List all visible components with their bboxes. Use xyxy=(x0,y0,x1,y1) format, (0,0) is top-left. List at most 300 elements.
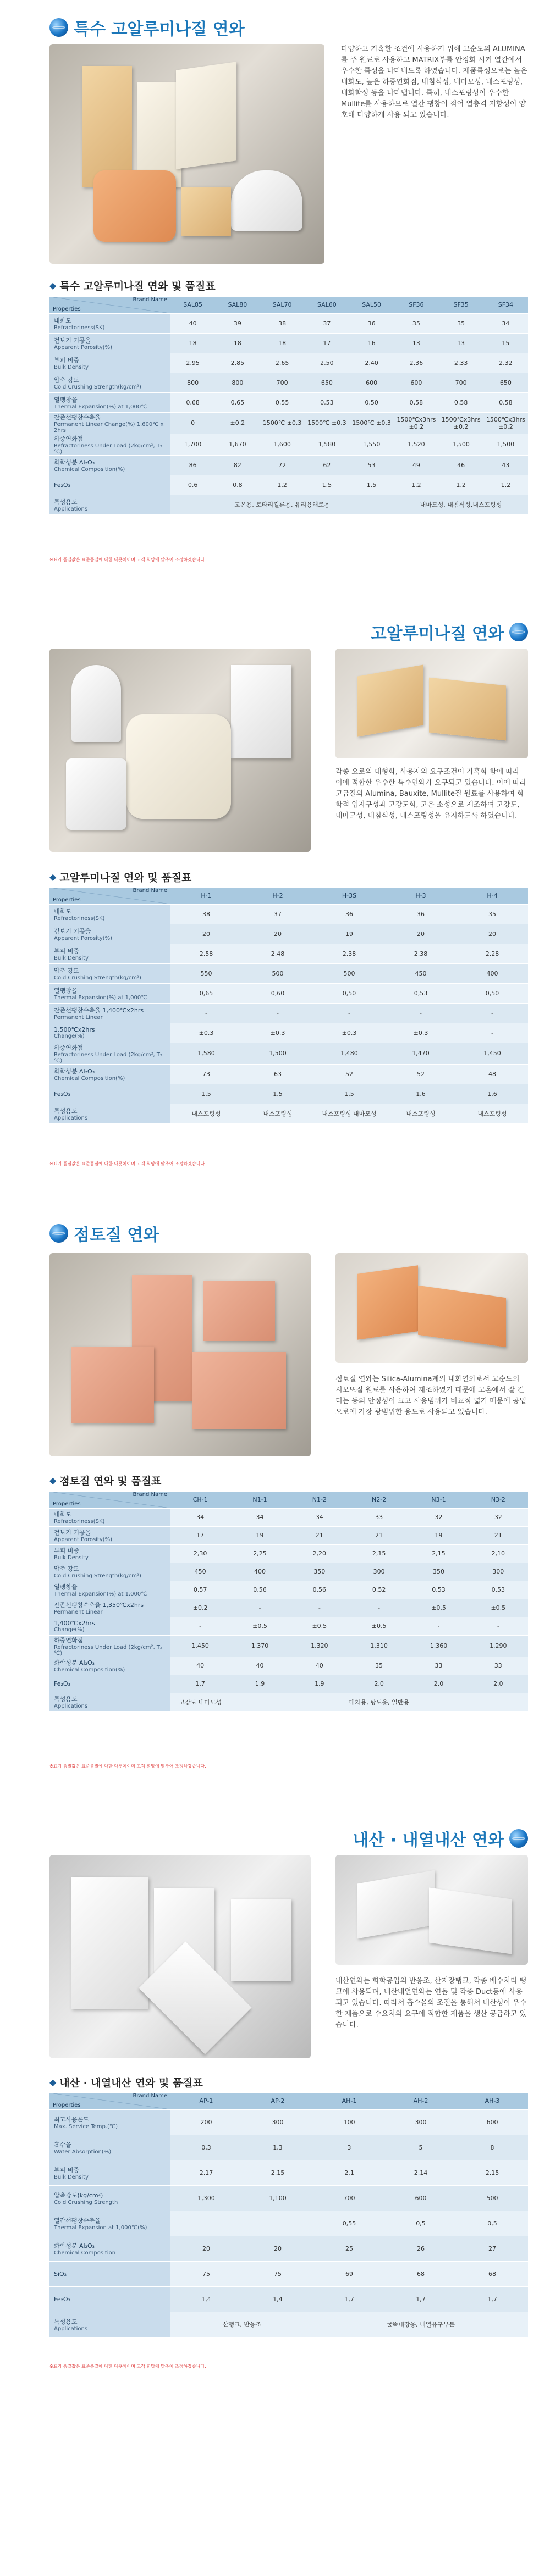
table-title xyxy=(50,1473,161,1488)
row-label-en: Refractoriness Under Load (2kg/cm², T₂ ℃) xyxy=(54,442,163,455)
value-cell: 내스포링성 xyxy=(457,1104,528,1123)
column-header: H-3S xyxy=(314,888,385,904)
row-label-ko: 내화도 xyxy=(54,317,72,324)
table-row xyxy=(50,1599,528,1617)
value-cell: 1,5 xyxy=(170,1084,242,1104)
value-cell: 68 xyxy=(385,2261,457,2286)
value-cell: ±0,2 xyxy=(215,412,260,434)
row-label-ko: 겉보기 기공율 xyxy=(54,336,91,344)
section-description: 점토질 연와는 Silica-Alumina계의 내화연와로서 고순도의 시모또질 원료를 사용하여 제조하였기 때문에 고온에서 잘 견디는 등의 안정성이 크고 사용범위가 비교적 넓기 때문에 공업요로에 가장 광범위한 용도로 사용되고 있습니다. xyxy=(336,1375,527,1416)
row-label-en: Refractoriness(SK) xyxy=(54,915,105,922)
row-label-ko: 특성용도 xyxy=(54,2318,78,2325)
row-label-ko: 부피 비중 xyxy=(54,1547,80,1554)
value-cell: 33 xyxy=(409,1657,468,1675)
value-cell: 33 xyxy=(349,1508,409,1526)
table-note: ※표기 품질값은 표준품질에 대한 대푯치이며 고객 희망에 맞추어 조정하겠습니다. xyxy=(50,2364,206,2369)
value-cell: 3 xyxy=(314,2135,385,2160)
value-cell: 20 xyxy=(242,924,314,944)
brand-name-label: Brand Name xyxy=(133,888,167,894)
row-label-en: Apparent Porosity(%) xyxy=(54,1537,113,1543)
value-cell: 0,68 xyxy=(170,392,215,412)
value-cell: 16 xyxy=(349,333,394,353)
row-label-en: Permanent Linear xyxy=(54,1609,103,1615)
row-label-ko: 하중연화점 xyxy=(54,1044,84,1051)
row-label-ko: 부피 비중 xyxy=(54,356,80,364)
value-cell: 1,5 xyxy=(314,1084,385,1104)
value-cell: 52 xyxy=(314,1064,385,1084)
value-cell: 35 xyxy=(394,313,438,333)
value-cell: 700 xyxy=(314,2185,385,2211)
column-header: SAL60 xyxy=(305,297,349,313)
value-cell: 1,6 xyxy=(385,1084,457,1104)
value-cell: 40 xyxy=(290,1657,349,1675)
product-photo xyxy=(50,44,324,264)
table-row xyxy=(50,475,528,495)
row-label xyxy=(50,1526,170,1544)
diamond-bullet-icon: ◆ xyxy=(50,2077,57,2087)
value-cell: 0,58 xyxy=(439,392,483,412)
value-cell: 1500℃x3hrs ±0,2 xyxy=(394,412,438,434)
product-photo-small xyxy=(336,649,528,758)
value-cell: 2,32 xyxy=(483,353,528,373)
value-cell: - xyxy=(349,1599,409,1617)
value-cell: 13 xyxy=(439,333,483,353)
value-cell: 21 xyxy=(290,1526,349,1544)
value-cell: 100 xyxy=(314,2109,385,2135)
table-row xyxy=(50,392,528,412)
value-cell: 0,56 xyxy=(290,1581,349,1599)
value-cell: 1,370 xyxy=(230,1635,289,1657)
value-cell: 2,20 xyxy=(290,1544,349,1563)
row-label xyxy=(50,2236,170,2261)
value-cell: 600 xyxy=(349,373,394,392)
value-cell: 350 xyxy=(290,1563,349,1581)
row-label-en: Cold Crushing Strength(kg/cm²) xyxy=(54,1573,141,1579)
table-row xyxy=(50,353,528,373)
row-label-en: Cold Crushing Strength(kg/cm²) xyxy=(54,384,141,390)
value-cell: 63 xyxy=(242,1064,314,1084)
row-label-ko: 하중연화점 xyxy=(54,1636,84,1644)
value-cell: 200 xyxy=(170,2109,242,2135)
row-label xyxy=(50,1675,170,1693)
value-cell: 1,470 xyxy=(385,1043,457,1064)
row-label-ko: 압축강도(kg/cm²) xyxy=(54,2191,103,2199)
row-label-ko: 잔존선팽창수축율 xyxy=(54,413,101,421)
row-label xyxy=(50,455,170,475)
properties-label: Properties xyxy=(53,2102,81,2108)
value-cell: 2,17 xyxy=(170,2160,242,2185)
value-cell: 1,700 xyxy=(170,434,215,455)
value-cell: 1,5 xyxy=(349,475,394,495)
column-header: CH-1 xyxy=(170,1492,230,1508)
table-row xyxy=(50,1084,528,1104)
value-cell: 800 xyxy=(215,373,260,392)
value-cell: 1,5 xyxy=(305,475,349,495)
section-title: 점토질 연와 xyxy=(74,1226,160,1245)
row-label-en: Bulk Density xyxy=(54,1555,89,1561)
row-label-ko: 겉보기 기공율 xyxy=(54,927,91,935)
value-cell: 1,2 xyxy=(483,475,528,495)
row-label-ko: 최고사용온도 xyxy=(54,2115,89,2123)
row-label-en: Applications xyxy=(54,1115,88,1121)
column-header: N3-1 xyxy=(409,1492,468,1508)
column-header: AH-3 xyxy=(457,2093,528,2109)
value-cell: 2,25 xyxy=(230,1544,289,1563)
value-cell: ±0,5 xyxy=(409,1599,468,1617)
row-label xyxy=(50,963,170,983)
table-row xyxy=(50,924,528,944)
column-header: SF35 xyxy=(439,297,483,313)
table-row xyxy=(50,1617,528,1635)
row-label xyxy=(50,392,170,412)
value-cell: - xyxy=(230,1599,289,1617)
row-label-en: Permanent Linear xyxy=(54,1014,103,1021)
value-cell: 650 xyxy=(483,373,528,392)
value-cell: 내스포링성 xyxy=(242,1104,314,1123)
value-cell: 0,65 xyxy=(215,392,260,412)
value-cell: 20 xyxy=(242,2236,314,2261)
value-cell: 2,30 xyxy=(170,1544,230,1563)
row-label xyxy=(50,373,170,392)
row-label xyxy=(50,1599,170,1617)
table-row xyxy=(50,1064,528,1084)
value-cell: - xyxy=(170,1617,230,1635)
value-cell: 2,14 xyxy=(385,2160,457,2185)
value-cell: ±0,5 xyxy=(469,1599,528,1617)
row-label xyxy=(50,1581,170,1599)
table-row xyxy=(50,904,528,924)
row-label xyxy=(50,495,170,514)
value-cell: 21 xyxy=(469,1526,528,1544)
value-cell: 2,58 xyxy=(170,944,242,963)
value-cell: 20 xyxy=(170,924,242,944)
row-label-en: Applications xyxy=(54,2325,88,2332)
section-description: 내산연와는 화학공업의 반응조, 산저장탱크, 각종 배수처리 탱크에 사용되며, 내산내열연와는 연돌 및 각종 Duct등에 사용되고 있습니다. 따라서 흡수율의 조절을 통해서 내산성이 우수한 제품으로 수요처의 요구에 적합한 제품을 생산 공급하고 있습니다. xyxy=(336,1977,527,2029)
value-cell: 350 xyxy=(409,1563,468,1581)
row-label-ko: 하중연화점 xyxy=(54,435,84,442)
row-label xyxy=(50,1617,170,1635)
value-cell: ±0,5 xyxy=(290,1617,349,1635)
row-label-ko: 1,500℃x2hrs xyxy=(54,1026,95,1033)
row-label xyxy=(50,2109,170,2135)
diamond-bullet-icon: ◆ xyxy=(50,872,57,882)
value-cell: 550 xyxy=(170,963,242,983)
value-cell: 1,7 xyxy=(170,1675,230,1693)
table-row xyxy=(50,944,528,963)
application-cell: 내마모성, 내침식성,내스포링성 xyxy=(394,495,528,514)
value-cell: 500 xyxy=(242,963,314,983)
column-header: N1-1 xyxy=(230,1492,289,1508)
value-cell: 1,7 xyxy=(457,2286,528,2312)
value-cell: 72 xyxy=(260,455,305,475)
row-label xyxy=(50,2185,170,2211)
globe-icon xyxy=(50,18,68,37)
value-cell: 62 xyxy=(305,455,349,475)
globe-icon xyxy=(509,623,528,641)
value-cell: ±0,3 xyxy=(170,1023,242,1043)
table-row xyxy=(50,333,528,353)
value-cell: 40 xyxy=(230,1657,289,1675)
row-label-ko: 내화도 xyxy=(54,907,72,915)
value-cell: 1,360 xyxy=(409,1635,468,1657)
spec-table-special-alumina xyxy=(50,297,528,515)
table-row xyxy=(50,2312,528,2337)
row-label-en: Thermal Expansion(%) at 1,000℃ xyxy=(54,1591,147,1597)
column-header: SAL50 xyxy=(349,297,394,313)
properties-label: Properties xyxy=(53,306,81,312)
row-label xyxy=(50,1104,170,1123)
table-title xyxy=(50,869,191,884)
value-cell: - xyxy=(314,1003,385,1023)
table-title-text: 내산 · 내열내산 연와 및 품질표 xyxy=(59,2077,203,2089)
row-label-ko: 열간선팽창수축율 xyxy=(54,2217,101,2224)
properties-label: Properties xyxy=(53,1501,81,1507)
table-row xyxy=(50,2286,528,2312)
value-cell: 300 xyxy=(469,1563,528,1581)
table-row xyxy=(50,2261,528,2286)
value-cell: - xyxy=(469,1617,528,1635)
value-cell: 1,520 xyxy=(394,434,438,455)
row-label-en: Refractoriness(SK) xyxy=(54,324,105,331)
value-cell: 0,3 xyxy=(170,2135,242,2160)
row-label-en: Chemical Composition(%) xyxy=(54,1075,125,1082)
value-cell: 1,580 xyxy=(305,434,349,455)
row-label-en: Cold Crushing Strength xyxy=(54,2199,118,2206)
value-cell: 15 xyxy=(483,333,528,353)
value-cell: 2,1 xyxy=(314,2160,385,2185)
value-cell: 600 xyxy=(394,373,438,392)
brand-name-label: Brand Name xyxy=(133,297,167,303)
value-cell: 20 xyxy=(170,2236,242,2261)
value-cell: 21 xyxy=(349,1526,409,1544)
column-header: SF36 xyxy=(394,297,438,313)
value-cell: 19 xyxy=(314,924,385,944)
value-cell: 1500℃x3hrs ±0,2 xyxy=(483,412,528,434)
value-cell: ±0,3 xyxy=(242,1023,314,1043)
value-cell: 1,550 xyxy=(349,434,394,455)
value-cell: 2,0 xyxy=(349,1675,409,1693)
value-cell: 18 xyxy=(170,333,215,353)
value-cell: 1,2 xyxy=(260,475,305,495)
brand-name-label: Brand Name xyxy=(133,1492,167,1498)
value-cell: 내스포링성 xyxy=(385,1104,457,1123)
value-cell: 2,33 xyxy=(439,353,483,373)
value-cell: 0 xyxy=(170,412,215,434)
row-label xyxy=(50,1043,170,1064)
column-header: H-3 xyxy=(385,888,457,904)
row-label-en: Refractoriness Under Load (2kg/cm², T₂ ℃) xyxy=(54,1051,163,1064)
value-cell: 2,15 xyxy=(349,1544,409,1563)
row-label-en: Bulk Density xyxy=(54,364,89,370)
value-cell: 400 xyxy=(230,1563,289,1581)
product-photo-small xyxy=(336,1855,528,1965)
spec-table-high-alumina xyxy=(50,888,528,1124)
table-title-text: 특수 고알루미나질 연와 및 품질표 xyxy=(59,280,216,292)
value-cell: - xyxy=(409,1617,468,1635)
row-label-ko: 특성용도 xyxy=(54,1107,78,1115)
value-cell: 48 xyxy=(457,1064,528,1084)
table-row xyxy=(50,1023,528,1043)
value-cell: 1,290 xyxy=(469,1635,528,1657)
column-header: AH-2 xyxy=(385,2093,457,2109)
table-row xyxy=(50,1003,528,1023)
row-label-ko: 압축 강도 xyxy=(54,376,80,384)
value-cell: 5 xyxy=(385,2135,457,2160)
value-cell: 34 xyxy=(170,1508,230,1526)
value-cell: 0,57 xyxy=(170,1581,230,1599)
row-label-ko: 잔존선팽창수축율 1,400℃x2hrs xyxy=(54,1006,144,1014)
value-cell: 500 xyxy=(457,2185,528,2211)
row-label-en: Cold Crushing Strength(kg/cm²) xyxy=(54,974,141,981)
value-cell: 1,580 xyxy=(170,1043,242,1064)
value-cell: 2,65 xyxy=(260,353,305,373)
value-cell: 1500℃ ±0,3 xyxy=(305,412,349,434)
value-cell: 1500℃ ±0,3 xyxy=(260,412,305,434)
table-row xyxy=(50,1544,528,1563)
table-row xyxy=(50,2160,528,2185)
row-label xyxy=(50,1084,170,1104)
table-row xyxy=(50,434,528,455)
row-label-en: Applications xyxy=(54,506,88,512)
row-label xyxy=(50,904,170,924)
value-cell: 20 xyxy=(457,924,528,944)
value-cell: 1,320 xyxy=(290,1635,349,1657)
value-cell: 0,53 xyxy=(409,1581,468,1599)
value-cell: 2,15 xyxy=(242,2160,314,2185)
value-cell: 1500℃ ±0,3 xyxy=(349,412,394,434)
value-cell: 32 xyxy=(409,1508,468,1526)
column-header: SAL85 xyxy=(170,297,215,313)
value-cell: 450 xyxy=(170,1563,230,1581)
value-cell: 400 xyxy=(457,963,528,983)
value-cell: ±0,5 xyxy=(349,1617,409,1635)
value-cell: 1,4 xyxy=(242,2286,314,2312)
value-cell: 0,8 xyxy=(215,475,260,495)
value-cell: 75 xyxy=(242,2261,314,2286)
table-title-text: 고알루미나질 연와 및 품질표 xyxy=(59,872,192,884)
value-cell: 52 xyxy=(385,1064,457,1084)
value-cell: 1,450 xyxy=(457,1043,528,1064)
row-label-en: Chemical Composition(%) xyxy=(54,1667,125,1673)
value-cell: 0,55 xyxy=(260,392,305,412)
section-description: 다양하고 가혹한 조건에 사용하기 위해 고순도의 ALUMINA를 주 원료로 사용하고 MATRIX부를 안정화 시켜 열간에서 우수한 특성을 나타내도록 하였습니다. 제품특성으로는 높은 내화도, 높은 하중연화점, 내침식성, 내마모성, 내스포링성, 내화학성 등을 나타냅니다. 특히, 내스포링성이 우수한 Mullite를 사용하므로 열간 팽창이 적어 열충격 저항성이 양호해 다양하게 사용 되고 있습니다. xyxy=(341,45,527,119)
row-label-ko: 열팽창율 xyxy=(54,987,78,994)
value-cell: 0,58 xyxy=(394,392,438,412)
table-row xyxy=(50,1508,528,1526)
value-cell: 700 xyxy=(260,373,305,392)
value-cell: 0,50 xyxy=(349,392,394,412)
row-label xyxy=(50,2261,170,2286)
value-cell: 1,310 xyxy=(349,1635,409,1657)
value-cell: 0,53 xyxy=(385,983,457,1003)
value-cell: 26 xyxy=(385,2236,457,2261)
application-cell: 대차용, 탕도용, 일반용 xyxy=(230,1693,528,1711)
value-cell: - xyxy=(385,1003,457,1023)
row-label-ko: 압축 강도 xyxy=(54,967,80,974)
value-cell: 1,2 xyxy=(439,475,483,495)
table-row xyxy=(50,412,528,434)
value-cell: 53 xyxy=(349,455,394,475)
globe-icon xyxy=(509,1829,528,1848)
row-label xyxy=(50,924,170,944)
value-cell: 내스포링성 내마모성 xyxy=(314,1104,385,1123)
table-note: ※표기 품질값은 표준품질에 대한 대푯치이며 고객 희망에 맞추어 조정하겠습니다. xyxy=(50,1161,206,1166)
application-cell: 고온용, 로타리킬른용, 유리용해로용 xyxy=(170,495,394,514)
row-label-en: Thermal Expansion(%) at 1,000℃ xyxy=(54,994,147,1001)
value-cell: 1,450 xyxy=(170,1635,230,1657)
value-cell: 1,9 xyxy=(290,1675,349,1693)
value-cell: 2,50 xyxy=(305,353,349,373)
application-cell: 산맹크, 반응조 xyxy=(170,2312,314,2337)
value-cell: 33 xyxy=(469,1657,528,1675)
value-cell: 2,38 xyxy=(314,944,385,963)
table-row xyxy=(50,373,528,392)
table-note: ※표기 품질값은 표준품질에 대한 대푯치이며 고객 희망에 맞추어 조정하겠습니다. xyxy=(50,557,206,562)
row-label xyxy=(50,983,170,1003)
value-cell: 1500℃x3hrs ±0,2 xyxy=(439,412,483,434)
column-header: H-2 xyxy=(242,888,314,904)
row-label xyxy=(50,2312,170,2337)
product-photo xyxy=(50,649,311,852)
table-row xyxy=(50,1635,528,1657)
value-cell: 0,53 xyxy=(305,392,349,412)
section-title: 내산 · 내열내산 연와 xyxy=(353,1831,504,1850)
value-cell: 0,56 xyxy=(230,1581,289,1599)
row-label xyxy=(50,1635,170,1657)
table-row xyxy=(50,1675,528,1693)
value-cell: - xyxy=(242,1003,314,1023)
value-cell: 0,53 xyxy=(469,1581,528,1599)
product-photo xyxy=(50,1253,311,1456)
row-label xyxy=(50,412,170,434)
value-cell: - xyxy=(170,1003,242,1023)
table-row xyxy=(50,2236,528,2261)
value-cell: 0,60 xyxy=(242,983,314,1003)
value-cell: 2,28 xyxy=(457,944,528,963)
value-cell: 17 xyxy=(305,333,349,353)
value-cell: ±0,3 xyxy=(314,1023,385,1043)
value-cell: 36 xyxy=(385,904,457,924)
row-label-ko: 부피 비중 xyxy=(54,947,80,955)
value-cell: 82 xyxy=(215,455,260,475)
value-cell: 2,15 xyxy=(409,1544,468,1563)
value-cell: 68 xyxy=(457,2261,528,2286)
row-label-ko: 흡수율 xyxy=(54,2141,72,2148)
product-photo-small xyxy=(336,1253,528,1363)
value-cell: 0,6 xyxy=(170,475,215,495)
row-label xyxy=(50,1003,170,1023)
table-row xyxy=(50,1563,528,1581)
row-label-en: Apparent Porosity(%) xyxy=(54,935,113,941)
row-label-ko: Fe₂O₃ xyxy=(54,1090,70,1098)
section-title: 특수 고알루미나질 연와 xyxy=(74,20,245,39)
header-corner-cell xyxy=(50,297,170,313)
table-title xyxy=(50,278,216,293)
row-label xyxy=(50,1023,170,1043)
table-note: ※표기 품질값은 표준품질에 대한 대푯치이며 고객 희망에 맞추어 조정하겠습니다. xyxy=(50,1764,206,1769)
row-label-en: Change(%) xyxy=(54,1626,85,1633)
row-label-ko: 화학성분 Al₂O₃ xyxy=(54,2242,95,2250)
value-cell: 2,38 xyxy=(385,944,457,963)
value-cell: 49 xyxy=(394,455,438,475)
column-header: AH-1 xyxy=(314,2093,385,2109)
row-label xyxy=(50,353,170,373)
row-label-ko: Fe₂O₃ xyxy=(54,481,70,489)
value-cell: 36 xyxy=(349,313,394,333)
table-row xyxy=(50,2109,528,2135)
row-label-ko: Fe₂O₃ xyxy=(54,1680,70,1687)
table-row xyxy=(50,1526,528,1544)
